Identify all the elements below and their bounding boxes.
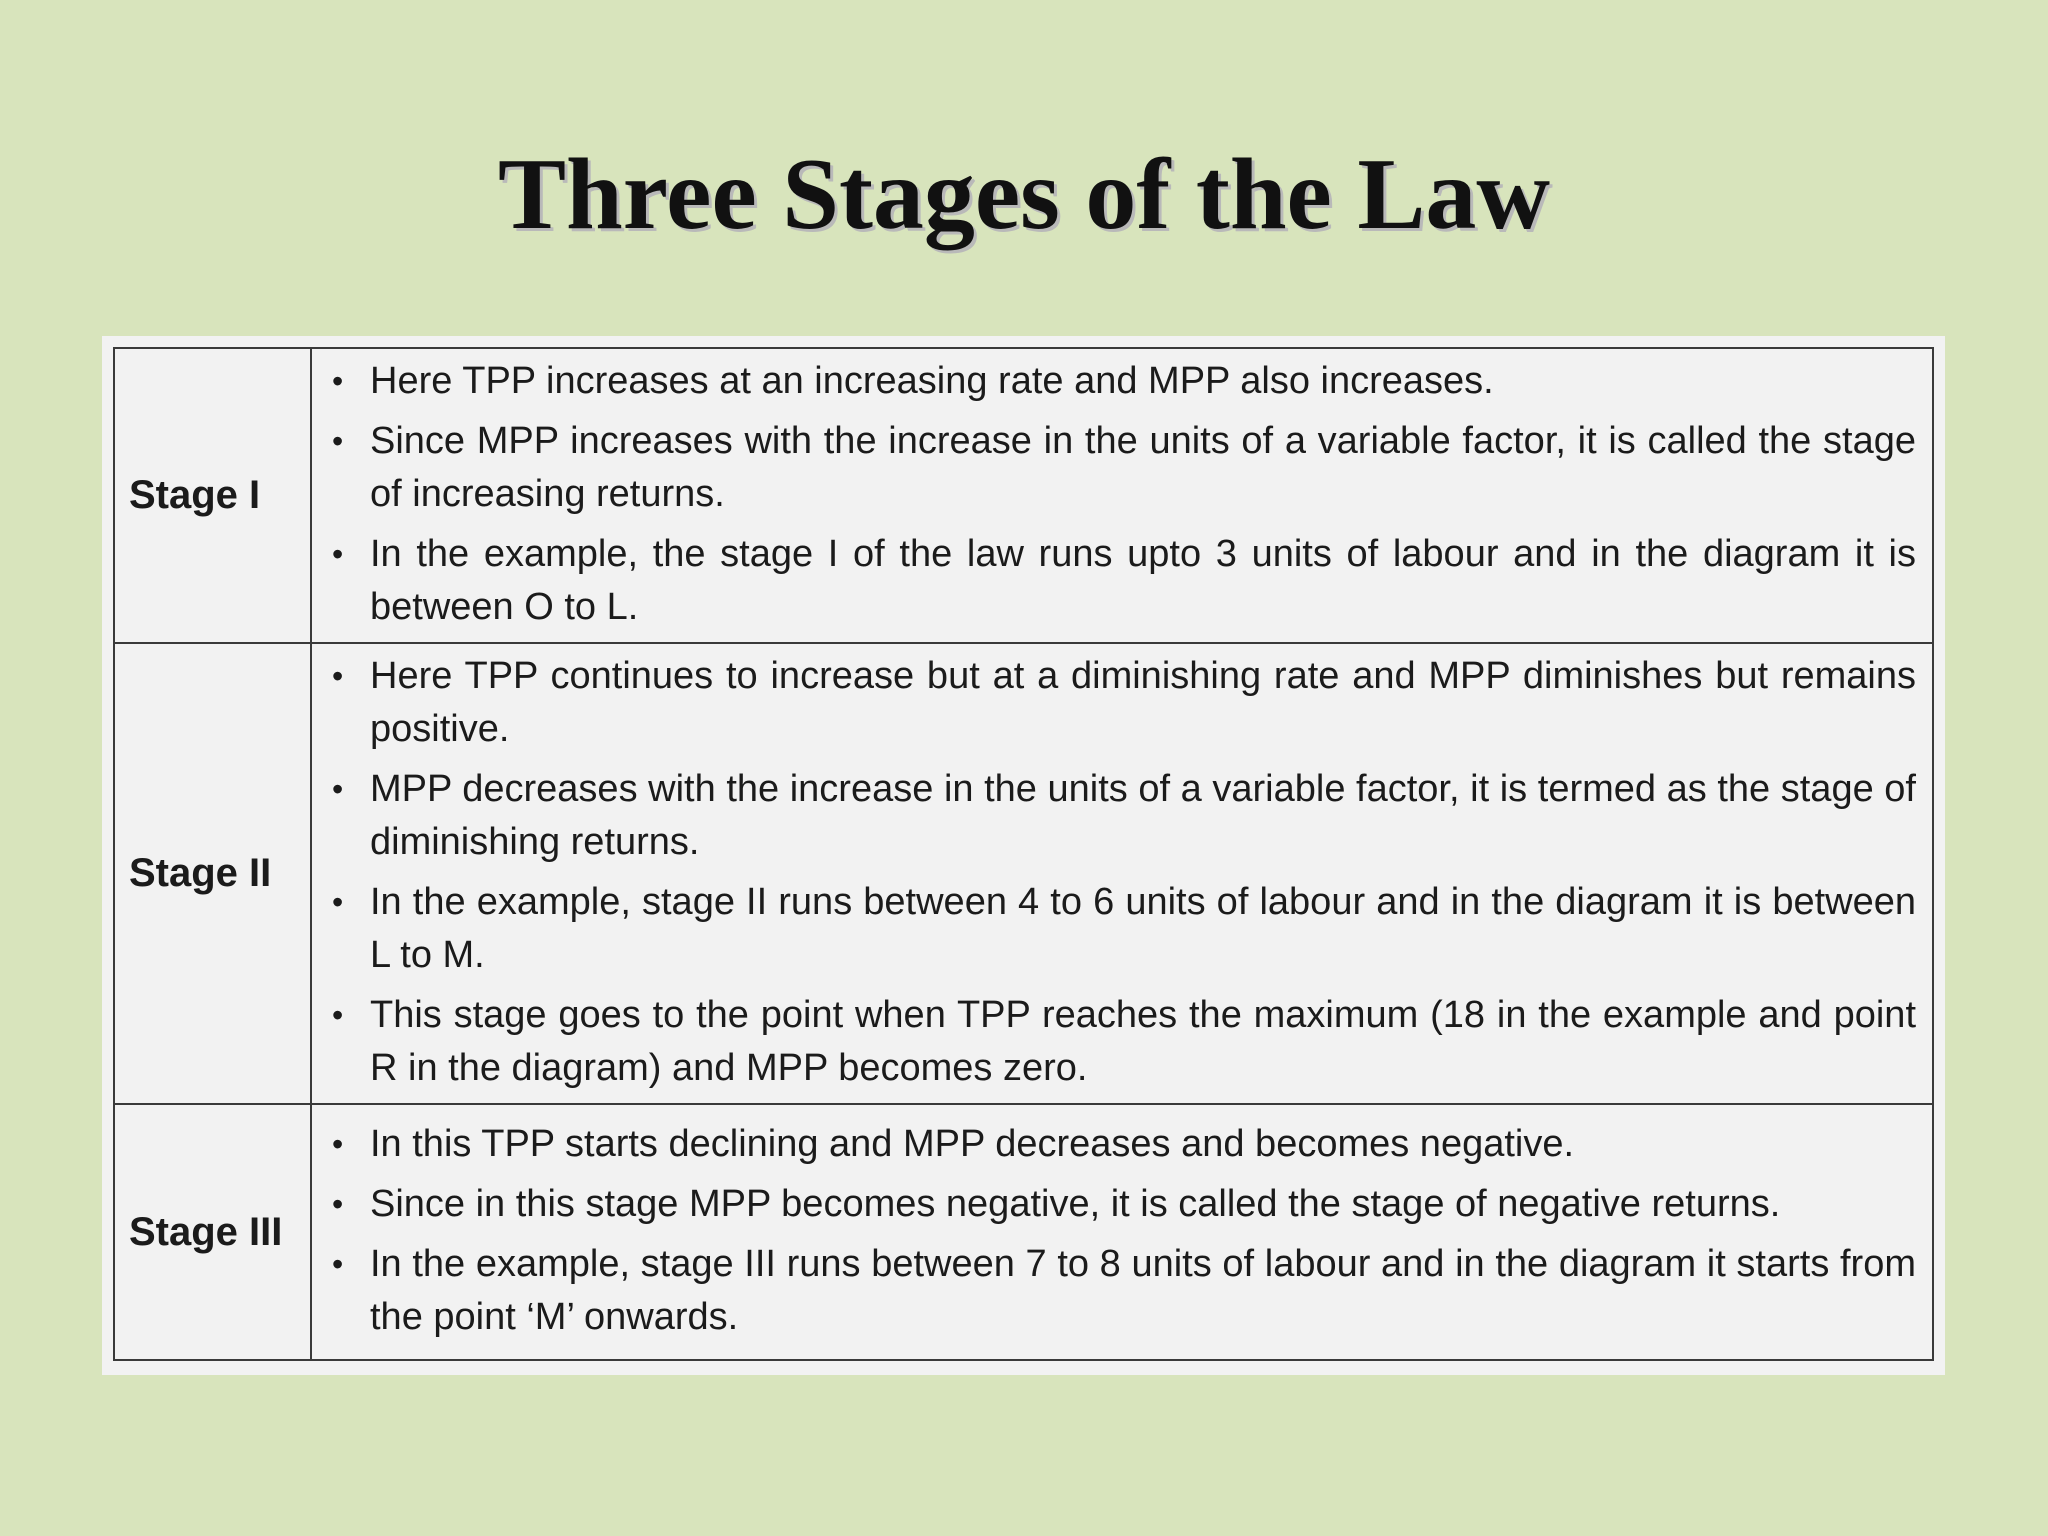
slide-title: Three Stages of the Law <box>497 138 1551 251</box>
bullet-icon: • <box>332 771 344 807</box>
stage-1-point-3: • In the example, the stage I of the law runs upto 3 units of labour and in the diagram it is between O to L. <box>328 528 1916 634</box>
stage-2-point-1: • Here TPP continues to increase but at a diminishing rate and MPP diminishes but remains positive. <box>328 650 1916 756</box>
stage-3-point-3: • In the example, stage III runs between 7 to 8 units of labour and in the diagram it starts from the point ‘M’ onwards. <box>328 1238 1916 1344</box>
bullet-icon: • <box>332 1126 344 1162</box>
stage-label-1: Stage I <box>114 348 311 643</box>
stage-label-2: Stage II <box>114 643 311 1104</box>
stage-label-3: Stage III <box>114 1104 311 1360</box>
stage-row-3 <box>114 1104 1933 1360</box>
stage-points-1 <box>311 348 1933 643</box>
bullet-icon: • <box>332 363 344 399</box>
bullet-icon: • <box>332 1186 344 1222</box>
stage-points-3 <box>311 1104 1933 1360</box>
bullet-icon: • <box>332 997 344 1033</box>
bullet-icon: • <box>332 536 344 572</box>
stage-1-point-1: • Here TPP increases at an increasing rate and MPP also increases. <box>328 355 1916 408</box>
stage-1-point-2: • Since MPP increases with the increase in the units of a variable factor, it is called the stage of increasing returns. <box>328 415 1916 521</box>
stage-2-point-4: • This stage goes to the point when TPP reaches the maximum (18 in the example and point R in the diagram) and MPP becomes zero. <box>328 989 1916 1095</box>
stage-2-point-2: • MPP decreases with the increase in the units of a variable factor, it is termed as the stage of diminishing returns. <box>328 763 1916 869</box>
stage-points-2 <box>311 643 1933 1104</box>
stage-3-point-1: • In this TPP starts declining and MPP decreases and becomes negative. <box>328 1118 1916 1171</box>
bullet-icon: • <box>332 658 344 694</box>
stages-table <box>113 347 1934 1361</box>
stage-row-1 <box>114 348 1933 643</box>
bullet-icon: • <box>332 1246 344 1282</box>
bullet-icon: • <box>332 884 344 920</box>
stage-3-point-2: • Since in this stage MPP becomes negative, it is called the stage of negative returns. <box>328 1178 1916 1231</box>
bullet-icon: • <box>332 423 344 459</box>
stages-table-panel <box>102 336 1945 1375</box>
stage-row-2 <box>114 643 1933 1104</box>
stage-2-point-3: • In the example, stage II runs between 4 to 6 units of labour and in the diagram it is between L to M. <box>328 876 1916 982</box>
